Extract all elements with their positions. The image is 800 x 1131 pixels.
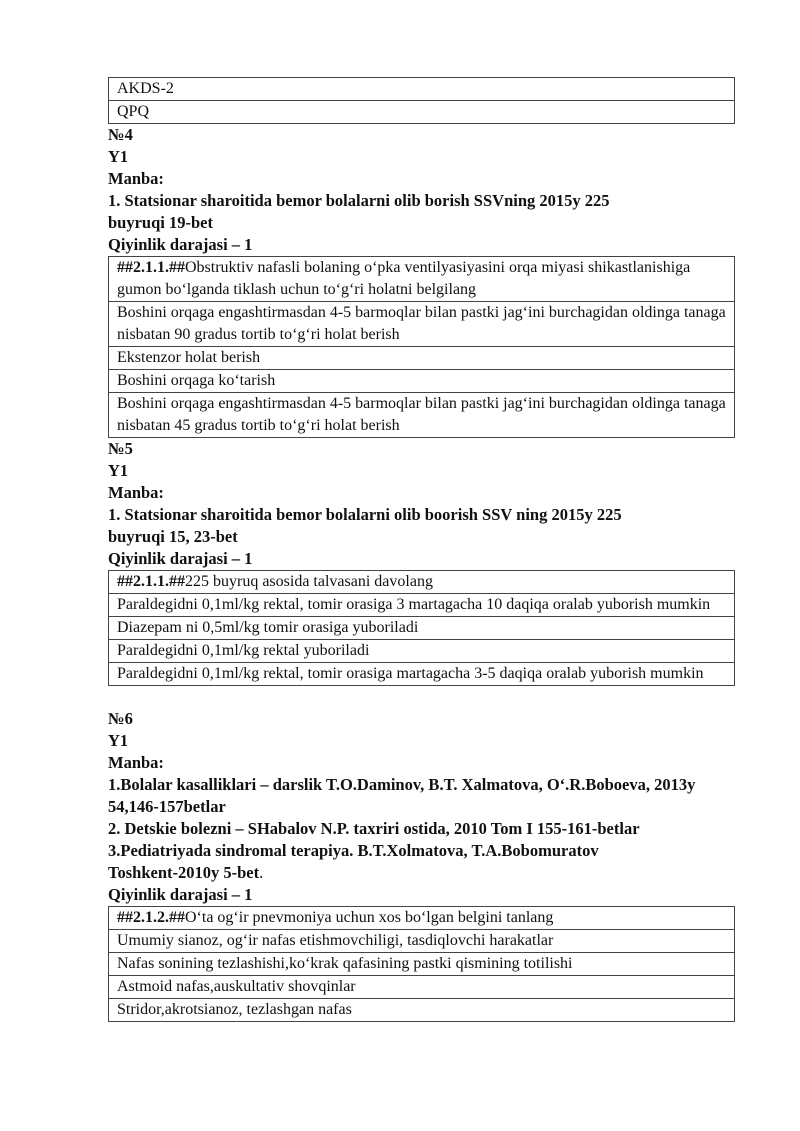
question-text: 225 buyruq asosida talvasani davolang [185,573,433,590]
answer-option: Paraldegidni 0,1ml/kg rektal yuboriladi [109,639,734,662]
table-row: AKDS-2 [117,80,174,97]
difficulty: Qiyinlik darajasi – 1 [108,549,253,568]
source-line: Toshkent-2010y 5-bet [108,863,260,882]
answer-option: Astmoid nafas,auskultativ shovqinlar [109,975,734,998]
source-line: 3.Pediatriyada sindromal terapiya. B.T.Xolmatova, T.A.Bobomuratov [108,841,599,860]
source-line: buyruqi 19-bet [108,213,213,232]
question-number: №4 [108,125,133,144]
source-line-last [108,862,735,884]
answer-option: Nafas sonining tezlashishi,ko‘krak qafasining pastki qismining totilishi [109,952,734,975]
answer-option: Paraldegidni 0,1ml/kg rektal, tomir orasiga 3 martagacha 10 daqiqa oralab yuborish mumkin [109,593,734,616]
question-cell [109,571,734,593]
source-label: Manba: [108,483,164,502]
question-table [108,906,735,1022]
source-line: 1.Bolalar kasalliklari – darslik T.O.Daminov, B.T. Xalmatova, O‘.R.Boboeva, 2013y 54,146-157betlar [108,775,696,816]
question-number: №6 [108,709,133,728]
question-table [108,256,735,438]
answer-option: Boshini orqaga ko‘tarish [109,369,734,392]
question-text: Obstruktiv nafasli bolaning o‘pka ventilyasiyasini orqa miyasi shikastlanishiga gumon bo‘lganda tiklash uchun to‘g‘ri holatni belgilang [117,259,691,298]
question-code: ##2.1.1.## [117,573,185,590]
answer-option: Boshini orqaga engashtirmasdan 4-5 barmoqlar bilan pastki jag‘ini burchagidan oldinga tanaga nisbatan 45 gradus tortib to‘g‘ri holat berish [109,392,734,437]
answer-option: Stridor,akrotsianoz, tezlashgan nafas [109,998,734,1021]
source-label: Manba: [108,753,164,772]
question-5 [108,438,735,686]
source-line: 1. Statsionar sharoitida bemor bolalarni olib boorish SSV ning 2015y 225 [108,505,622,524]
question-4 [108,124,735,438]
question-cell [109,907,734,929]
spacer [108,686,735,708]
top-table [108,77,735,124]
answer-option: Boshini orqaga engashtirmasdan 4-5 barmoqlar bilan pastki jag‘ini burchagidan oldinga tanaga nisbatan 90 gradus tortib to‘g‘ri holat berish [109,301,734,346]
document-page [108,77,735,1022]
answer-option: Paraldegidni 0,1ml/kg rektal, tomir orasiga martagacha 3-5 daqiqa oralab yuborish mumkin [109,662,734,685]
source-tail: . [259,863,264,882]
answer-option: Diazepam ni 0,5ml/kg tomir orasiga yuboriladi [109,616,734,639]
source-line: 1. Statsionar sharoitida bemor bolalarni olib borish SSVning 2015y 225 [108,191,610,210]
question-level: Y1 [108,731,129,750]
answer-option: Ekstenzor holat berish [109,346,734,369]
difficulty: Qiyinlik darajasi – 1 [108,885,253,904]
difficulty: Qiyinlik darajasi – 1 [108,235,253,254]
source-line: 2. Detskie bolezni – SHabalov N.P. taxriri ostida, 2010 Tom I 155-161-betlar [108,819,640,838]
table-row: QPQ [109,100,734,123]
question-6 [108,708,735,1022]
source-label: Manba: [108,169,164,188]
question-table [108,570,735,686]
question-level: Y1 [108,461,129,480]
question-cell [109,257,734,301]
source-line: buyruqi 15, 23-bet [108,527,238,546]
answer-option: Umumiy sianoz, og‘ir nafas etishmovchiligi, tasdiqlovchi harakatlar [109,929,734,952]
question-code: ##2.1.1.## [117,259,185,276]
question-level: Y1 [108,147,129,166]
question-number: №5 [108,439,133,458]
question-text: O‘ta og‘ir pnevmoniya uchun xos bo‘lgan belgini tanlang [185,909,554,926]
question-code: ##2.1.2.## [117,909,185,926]
